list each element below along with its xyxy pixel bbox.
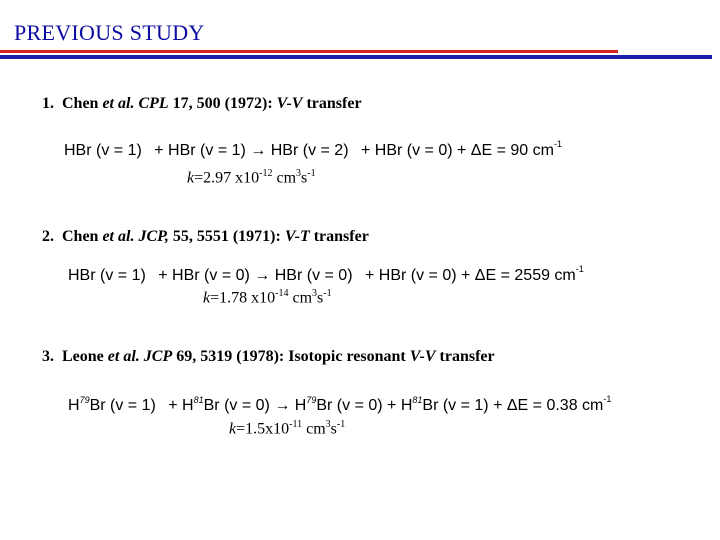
title-rule-blue: [0, 55, 712, 59]
process-type: V-V: [276, 95, 303, 112]
et-al: et al.: [107, 348, 140, 365]
process-type: V-T: [284, 228, 310, 245]
study-heading-3: [42, 348, 495, 366]
citation: 55, 5551 (1971):: [172, 228, 281, 245]
arrow-icon: →: [274, 397, 291, 414]
process-suffix: transfer: [439, 348, 495, 365]
reaction-equation-2: HBr (v = 1) + HBr (v = 0) → HBr (v = 0) + HBr (v = 0) + ΔE = 2559 $cm^{-1}$: [68, 263, 584, 284]
citation: 69, 5319 (1978): Isotopic resonant: [176, 348, 406, 365]
study-heading-2: [42, 228, 369, 246]
rate-constant-1: k=2.97 $x10^{-12}$ $cm^3s^{-1}$: [187, 168, 316, 187]
author: Chen: [62, 228, 99, 245]
study-heading-1: [42, 95, 362, 113]
item-number: 1.: [42, 95, 54, 112]
rate-constant-2: k=1.78 $x10^{-14}$ $cm^3s^{-1}$: [203, 288, 332, 307]
et-al: et al.: [102, 228, 135, 245]
author: Chen: [62, 95, 99, 112]
slide-title: PREVIOUS STUDY: [14, 20, 205, 45]
author: Leone: [62, 348, 104, 365]
journal: JCP: [143, 348, 173, 365]
item-number: 3.: [42, 348, 54, 365]
item-number: 2.: [42, 228, 54, 245]
process-suffix: transfer: [306, 95, 362, 112]
arrow-icon: →: [254, 267, 271, 284]
rate-constant-3: $k=1.5x10^{-11}$ $cm^3s^{-1}$: [229, 419, 346, 438]
reaction-equation-1: HBr (v = 1) + HBr (v = 1) → HBr (v = 2) + HBr (v = 0) + ΔE = 90 $cm^{-1}$: [64, 138, 562, 159]
arrow-icon: →: [250, 142, 267, 159]
process-type: V-V: [409, 348, 436, 365]
journal: CPL: [138, 95, 169, 112]
title-rule-red: [0, 50, 618, 53]
reaction-equation-3: $H^{79}Br$ $(v = 1) + H^{81}Br$ $(v = 0) \to H^{79}Br$ $(v = 0) + H^{81}Br$ (v = 1) + ΔE = 0.38 $cm^{-1}$: [68, 393, 612, 414]
et-al: et al.: [102, 95, 135, 112]
citation: 17, 500 (1972):: [172, 95, 273, 112]
journal: JCP,: [138, 228, 169, 245]
process-suffix: transfer: [313, 228, 369, 245]
